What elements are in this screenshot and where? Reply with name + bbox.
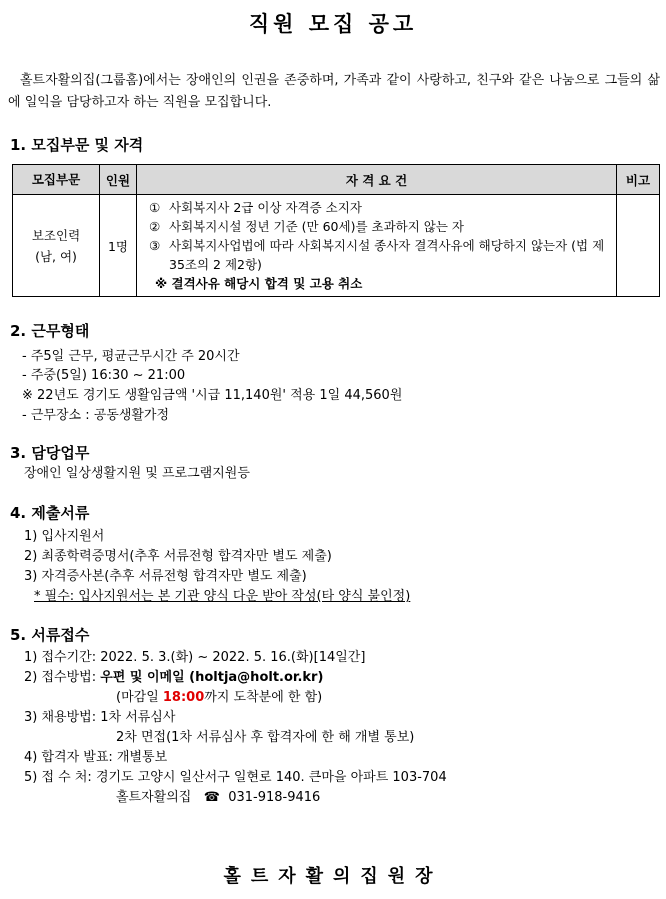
signature-director: 홀트자활의집원장 bbox=[223, 866, 443, 887]
announce-line: 4) 합격자 발표: 개별통보 bbox=[24, 750, 168, 765]
intro-paragraph bbox=[8, 70, 660, 114]
cell-count: 1명 bbox=[100, 195, 137, 297]
header-note: 비고 bbox=[617, 165, 660, 195]
cell-category bbox=[13, 195, 100, 297]
item-text: 사회복지사업법에 따라 사회복지시설 종사자 결격사유에 해당하지 않는자 (법 제35조의 2 제2항) bbox=[169, 238, 605, 272]
table-header-row bbox=[13, 165, 660, 195]
address-text: 경기도 고양시 일산서구 일현로 140. 큰마을 아파트 103-704 bbox=[95, 770, 447, 785]
requirement-item-1 bbox=[149, 198, 610, 217]
intro-text: 홀트자활의집(그룹홈)에서는 장애인의 인권을 존중하며, 가족과 같이 사랑하고, 친구와 같은 나눔으로 그들의 삶에 일익을 담당하고자 하는 직원을 모집합니다. bbox=[8, 73, 660, 110]
item-text: 사회복지시설 정년 기준 (만 60세)를 초과하지 않는 자 bbox=[169, 219, 464, 234]
duty-text: 장애인 일상생활지원 및 프로그램지원등 bbox=[24, 466, 250, 481]
page-title: 직원 모집 공고 bbox=[248, 12, 418, 36]
category-line2: (남, 여) bbox=[35, 248, 77, 264]
address-line bbox=[24, 766, 447, 785]
hiring-label: 3) 채용방법: bbox=[24, 710, 97, 725]
required-note: * 필수: 입사지원서는 본 기관 양식 다운 받아 작성(타 양식 불인정) bbox=[34, 589, 411, 604]
hiring-step1: 1차 서류심사 bbox=[100, 710, 176, 725]
item-text: 사회복지사 2급 이상 자격증 소지자 bbox=[169, 200, 362, 215]
section4-heading: 4. 제출서류 bbox=[10, 504, 90, 522]
work-line-2: - 주중(5일) 16:30 ~ 21:00 bbox=[22, 368, 186, 383]
document-item-3: 3) 자격증사본(추후 서류전형 합격자만 별도 제출) bbox=[24, 569, 307, 584]
disqualification-warning: ※ 결격사유 해당시 합격 및 고용 취소 bbox=[155, 276, 363, 291]
header-category: 모집부문 bbox=[13, 165, 100, 195]
phone-number: 031-918-9416 bbox=[228, 790, 321, 805]
method-line bbox=[24, 666, 323, 685]
category-line1: 보조인력 bbox=[31, 227, 81, 243]
cell-note bbox=[617, 195, 660, 297]
requirement-item-3 bbox=[149, 236, 610, 274]
work-line-4: - 근무장소 : 공동생활가정 bbox=[22, 408, 170, 423]
item-mark: ② bbox=[149, 219, 161, 234]
requirements-table bbox=[12, 164, 660, 297]
header-requirements: 자 격 요 건 bbox=[137, 165, 617, 195]
work-line-3: ※ 22년도 경기도 생활임금액 '시급 11,140원' 적용 1일 44,560원 bbox=[22, 388, 403, 403]
document-item-2: 2) 최종학력증명서(추후 서류전형 합격자만 별도 제출) bbox=[24, 549, 332, 564]
deadline-line bbox=[116, 686, 322, 705]
section2-heading: 2. 근무형태 bbox=[10, 322, 90, 340]
org-name: 홀트자활의집 bbox=[116, 790, 192, 805]
work-line-1: - 주5일 근무, 평균근무시간 주 20시간 bbox=[22, 349, 240, 364]
requirement-item-2 bbox=[149, 217, 610, 236]
hiring-line bbox=[24, 706, 175, 725]
section5-heading: 5. 서류접수 bbox=[10, 626, 90, 644]
address-label: 5) 접 수 처: bbox=[24, 770, 92, 785]
section1-heading: 1. 모집부문 및 자격 bbox=[10, 136, 144, 154]
header-count: 인원 bbox=[100, 165, 137, 195]
item-mark: ③ bbox=[149, 238, 161, 253]
document-item-1: 1) 입사지원서 bbox=[24, 529, 105, 544]
item-mark: ① bbox=[149, 200, 161, 215]
method-label: 2) 접수방법: bbox=[24, 670, 97, 685]
deadline-pre: (마감일 bbox=[116, 690, 163, 705]
contact-line bbox=[116, 786, 320, 805]
hiring-step2: 2차 면접(1차 서류심사 후 합격자에 한 해 개별 통보) bbox=[116, 730, 415, 745]
method-value: 우편 및 이메일 (holtja@holt.or.kr) bbox=[100, 670, 324, 685]
cell-requirements bbox=[137, 195, 617, 297]
period-line: 1) 접수기간: 2022. 5. 3.(화) ~ 2022. 5. 16.(화)[14일간] bbox=[24, 650, 366, 665]
section3-heading: 3. 담당업무 bbox=[10, 444, 90, 462]
deadline-time: 18:00 bbox=[162, 690, 205, 705]
table-row bbox=[13, 195, 660, 297]
deadline-post: 까지 도착분에 한 함) bbox=[204, 690, 323, 705]
phone-icon: ☎ bbox=[203, 790, 220, 805]
